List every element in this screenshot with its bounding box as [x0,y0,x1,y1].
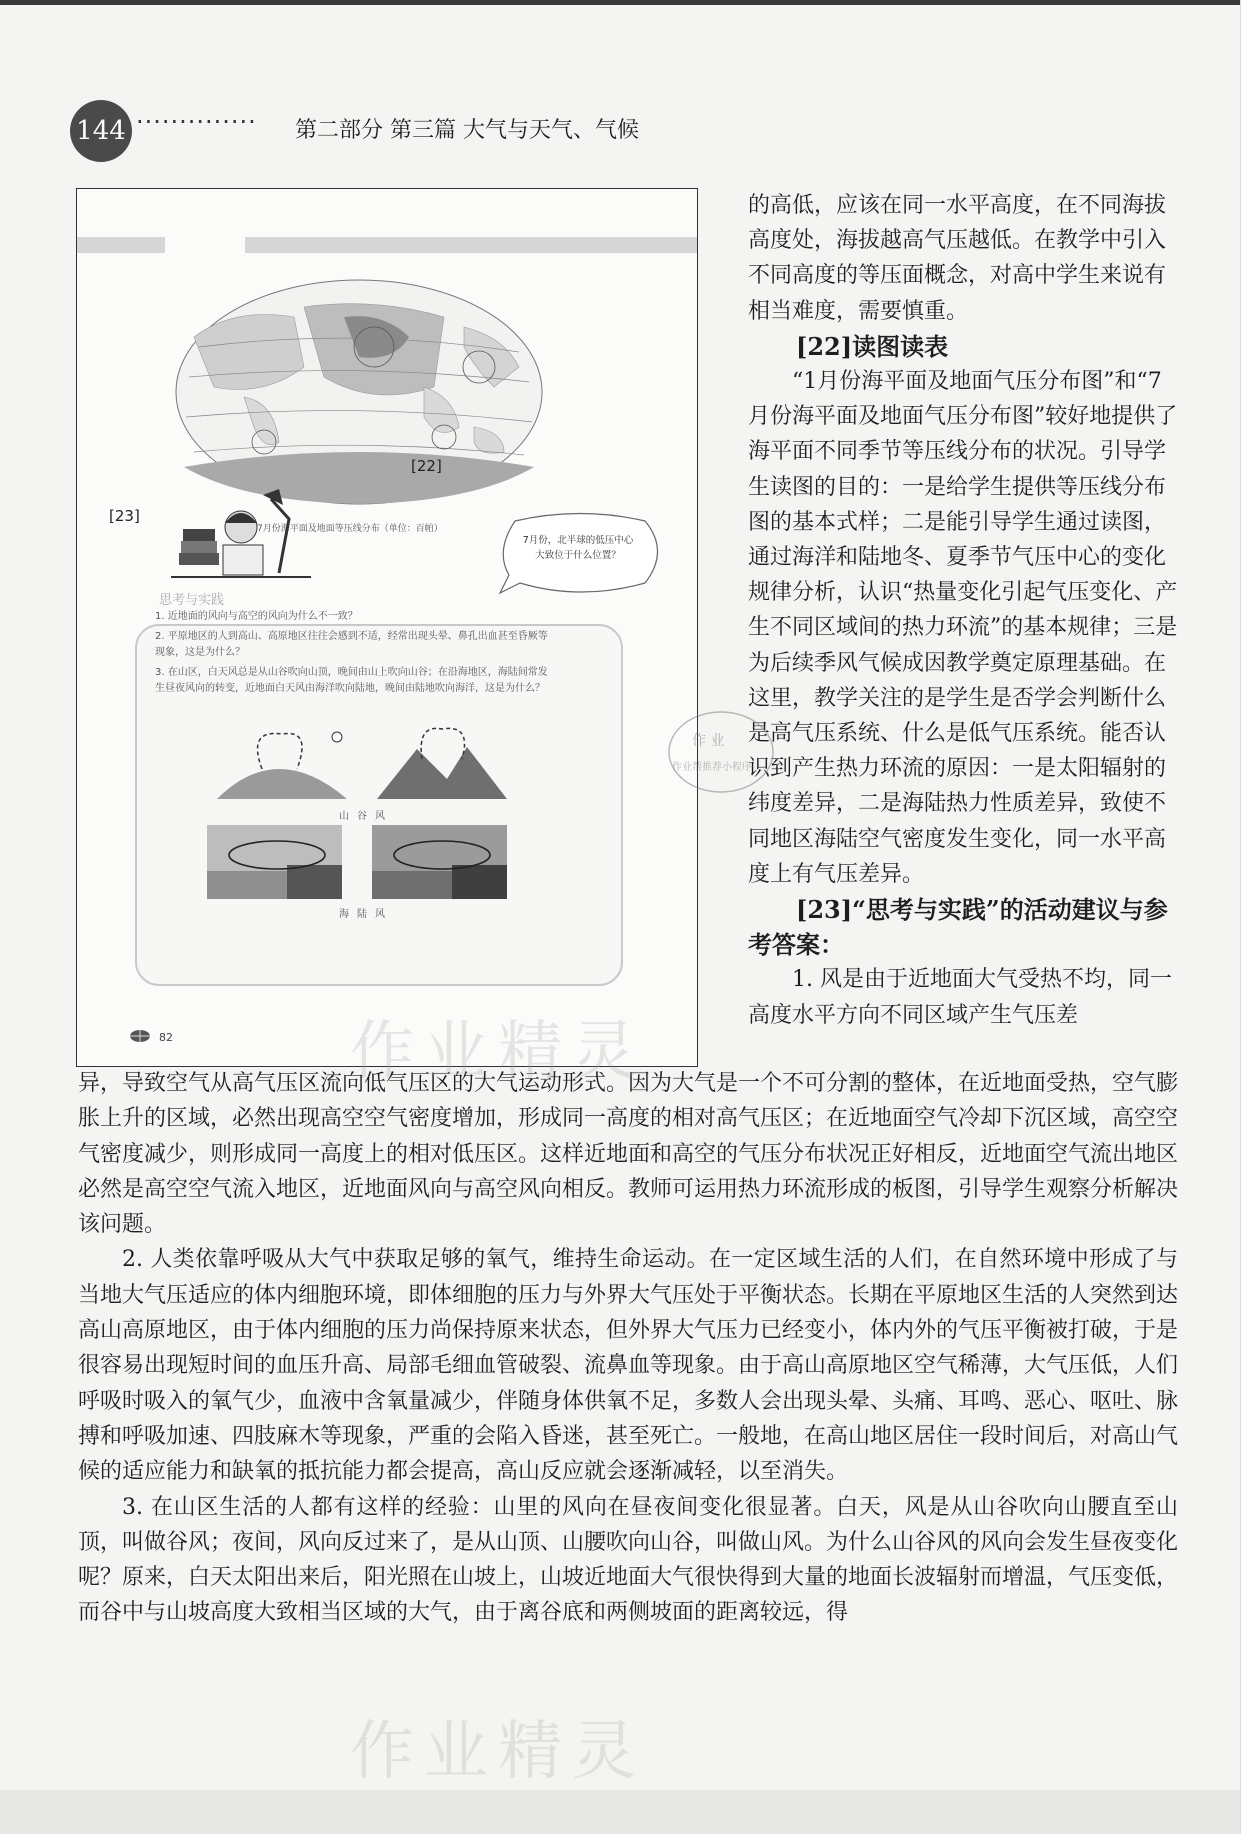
right-column-text [748,188,1178,1033]
map-tag: [22] [411,457,442,475]
paragraph: “1月份海平面及地面气压分布图”和“7月份海平面及地面气压分布图”较好地提供了海平面不同季节等压线分布的状况。引导学生读图的目的：一是给学生提供等压线分布图的基本式样；二是能引导学生通过读图，通过海洋和陆地冬、夏季节气压中心的变化规律分析，认识“热量变化引起气压变化、产生不同区域间的热力环流”的基本规律；三是为后续季风气候成因教学奠定原理基础。在这里，教学关注的是学生是否学会判断什么是高气压系统、什么是低气压系统。能否认识到产生热力环流的原因：一是太阳辐射的纬度差异，二是海陆热力性质差异，致使不同地区海陆空气密度发生变化，同一水平高度上有气压差异。 [748,369,1178,887]
paragraph: 2. 人类依靠呼吸从大气中获取足够的氧气，维持生命运动。在一定区域生活的人们，在自然环境中形成了与当地大气压适应的体内细胞环境，即体细胞的压力与外界大气压处于平衡状态。长期在平原地区生活的人突然到达高山高原地区，由于体内细胞的压力尚保持原来状态，但外界大气压力已经变小，体内外的气压平衡被打破，于是很容易出现短时间的血压升高、局部毛细血管破裂、流鼻血等现象。由于高山高原地区空气稀薄，大气压低，人们呼吸时吸入的氧气少，血液中含氧量减少，伴随身体供氧不足，多数人会出现头晕、头痛、耳鸣、恶心、呕吐、脉搏和呼吸加速、四肢麻木等现象，严重的会陷入昏迷，甚至死亡。一般地，在高山地区居住一段时间后，对高山气候的适应能力和缺氧的抵抗能力都会提高，高山反应就会逐渐减轻，以至消失。 [78,1247,1179,1485]
bubble-question: 7月份，北半球的低压中心大致位于什么位置？ [522,535,634,561]
textbook-figure [76,188,698,1067]
watermark: 作业精灵 [350,1715,646,1789]
bottom-edge [0,1790,1240,1834]
land-sea-breeze-diagram [207,825,507,899]
stamp-line2: 作业帮推荐小程序 [672,762,752,773]
stamp-watermark [666,708,776,796]
question-3: 3. 在山区，白天风总是从山谷吹向山顶，晚间由山上吹向山谷；在沿海地区，海陆间常发生昼夜风向的转变，近地面白天风由海洋吹向陆地，晚间由陆地吹向海洋，这是为什么？ [155,667,548,694]
question-2: 2. 平原地区的人到高山、高原地区往往会感到不适，经常出现头晕、鼻孔出血甚至昏厥等现象，这是为什么？ [155,631,548,658]
paragraph: 的高低，应该在同一水平高度，在不同海拔高度处，海拔越高气压越低。在教学中引入不同高度的等压面概念，对高中学生来说有相当难度，需要慎重。 [748,193,1167,324]
stamp-line1: 作 业 [692,733,725,749]
body-text [78,1066,1178,1631]
student-reading-illustration [171,489,311,589]
paragraph: 异，导致空气从高气压区流向低气压区的大气运动形式。因为大气是一个不可分割的整体，在近地面受热，空气膨胀上升的区域，必然出现高空空气密度增加，形成同一高度的相对高气压区；在近地面空气冷却下沉区域，高空空气密度减少，则形成同一高度上的相对低压区。这样近地面和高空的气压分布状况正好相反，近地面空气流出地区必然是高空空气流入地区，近地面风向与高空风向相反。教师可运用热力环流形成的板图，引导学生观察分析解决该问题。 [78,1071,1179,1238]
question-1: 1. 近地面的风向与高空的风向为什么不一致？ [155,611,358,622]
diagram2-caption: 海陆风 [339,909,393,920]
globe-icon [129,1029,151,1043]
heading-23: [23]“思考与实践”的活动建议与参考答案： [748,895,1168,960]
heading-22: [22]读图读表 [796,331,949,361]
world-pressure-map [174,277,544,507]
paragraph: 1. 风是由于近地面大气受热不均，同一高度水平方向不同区域产生气压差 [748,967,1172,1028]
gray-band [77,237,165,253]
gray-band [245,237,697,253]
watermark: 作业精灵 [350,1015,646,1089]
think-tag: [23] [109,507,140,525]
think-title: 思考与实践 [159,593,225,608]
paragraph: 3. 在山区生活的人都有这样的经验：山里的风向在昼夜间变化很显著。白天，风是从山谷吹向山腰直至山顶，叫做谷风；夜间，风向反过来了，是从山顶、山腰吹向山谷，叫做山风。为什么山谷风的风向会发生昼夜变化呢？原来，白天太阳出来后，阳光照在山坡上，山坡近地面大气很快得到大量的地面长波辐射而增温，气压变低，而谷中与山坡高度大致相当区域的大气，由于离谷底和两侧坡面的距离较远，得 [78,1494,1179,1626]
page-number: 144 [70,100,132,162]
map-caption: 7月份海平面及地面等压线分布（单位：百帕） [257,524,443,534]
section-title: 第二部分 第三篇 大气与天气、气候 [295,118,639,143]
leader-dots: ·············· [136,108,257,136]
top-border [0,0,1240,5]
mountain-valley-wind-diagram [217,719,507,801]
diagram1-caption: 山谷风 [339,811,393,822]
textbook-page-number: 82 [159,1031,173,1044]
